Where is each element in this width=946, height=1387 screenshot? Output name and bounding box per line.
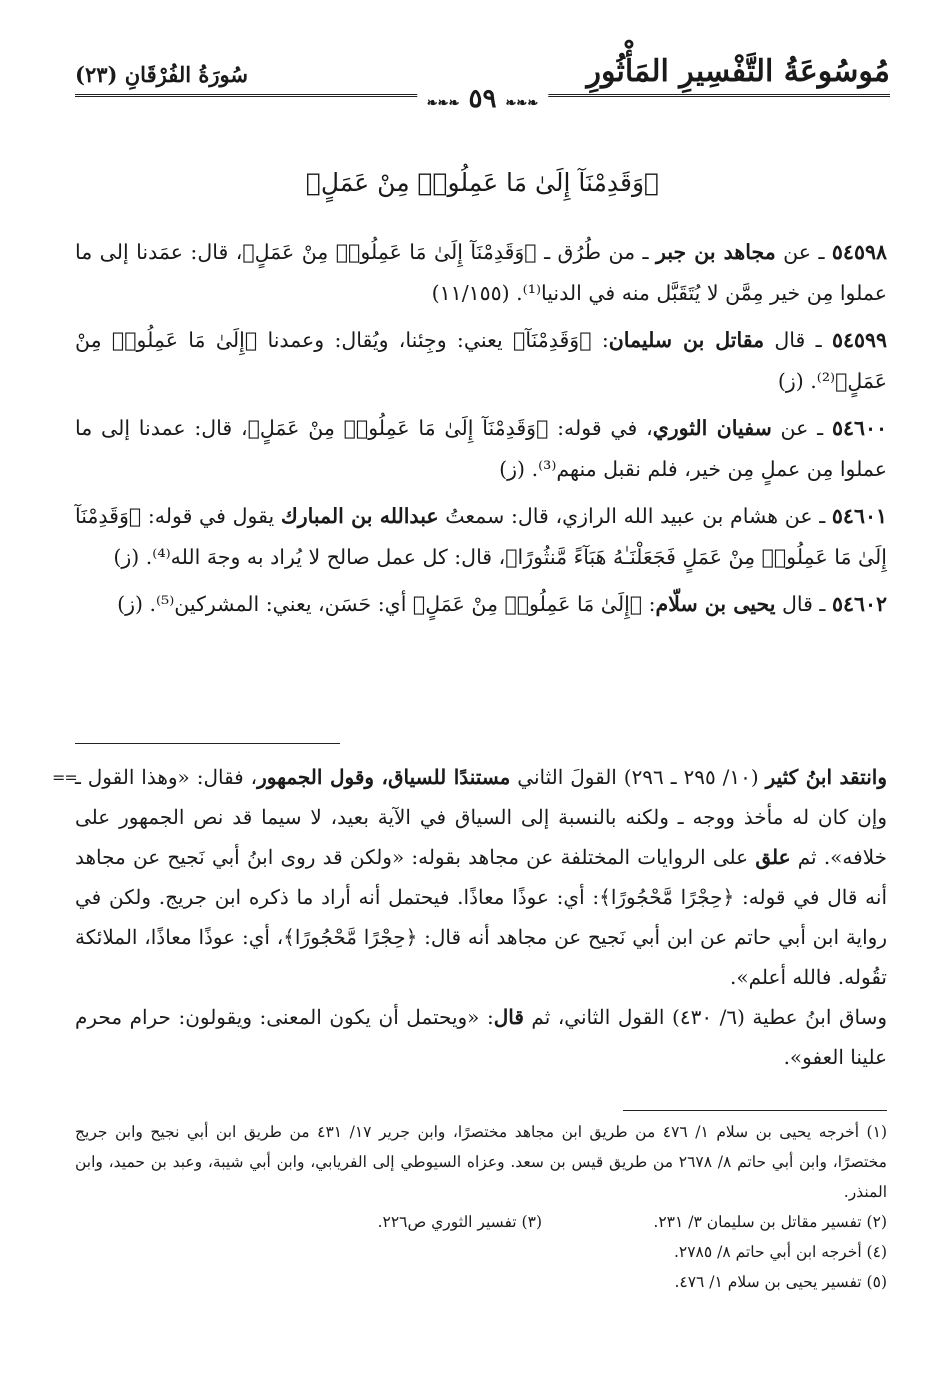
commentary-bold: علق bbox=[755, 845, 791, 869]
narration-text: ـ قال bbox=[775, 592, 832, 616]
narrator-name: عبدالله بن المبارك bbox=[280, 504, 439, 528]
footnote-row bbox=[75, 1207, 887, 1237]
narrator-name: مقاتل بن سليمان bbox=[608, 328, 765, 352]
ornament-icon: ❧❧❧ bbox=[505, 96, 539, 111]
commentary-text: ثم bbox=[790, 845, 817, 869]
narration-text: ـ عن bbox=[775, 240, 832, 264]
commentary-text: (١٠/ ٢٩٥ ـ ٢٩٦) القولَ الثاني bbox=[510, 765, 766, 789]
narration-entry bbox=[75, 408, 887, 490]
commentary-block bbox=[75, 757, 887, 1077]
commentary-paragraph bbox=[75, 997, 887, 1077]
narration-list bbox=[75, 232, 887, 631]
narration-text: يقول في قوله: ﴿وَقَدِمْنَآ إِلَىٰ مَا عَمِلُوا۟ مِنْ عَمَلٍ فَجَعَلْنَـٰهُ هَبَآءً مَّنثُورًا﴾، قال: كل عمل صالح لا يُراد به وجهَ الله⁽⁴⁾. (ز) bbox=[75, 504, 887, 569]
narration-text: ـ عن bbox=[771, 416, 832, 440]
commentary-paragraph bbox=[75, 757, 887, 997]
book-title: مُوسُوعَةُ التَّفْسِيرِ المَأْثُورِ bbox=[586, 54, 890, 89]
narration-number: ٥٤٥٩٩ bbox=[831, 328, 887, 352]
narration-text: : ﴿وَقَدِمْنَآ﴾ يعني: وجِئنا، ويُقال: وعمدنا ﴿إِلَىٰ مَا عَمِلُوا۟ مِنْ عَمَلٍ﴾⁽²⁾. (ز) bbox=[75, 328, 887, 393]
narration-entry bbox=[75, 232, 887, 314]
commentary-text: ، فقال: «وهذا القول ـ وإن كان له مأخذ ووجه ـ ولكنه بالنسبة إلى السياق في الآية بعيد، لا سيما قد نص الجمهور على خلافه». bbox=[75, 765, 887, 869]
narration-entry bbox=[75, 584, 887, 625]
commentary-text: : «ويحتمل أن يكون المعنى: ويقولون: حرام محرم علينا العفو». bbox=[75, 1005, 887, 1069]
surah-title: سُورَةُ الفُرْقَانِ (٢٣) bbox=[75, 62, 248, 87]
page-number: ٥٩ bbox=[468, 84, 497, 114]
commentary-bold: مستندًا للسياق، وقول الجمهور bbox=[257, 765, 511, 789]
narration-number: ٥٤٥٩٨ bbox=[831, 240, 887, 264]
page-header bbox=[75, 52, 890, 122]
narrator-name: يحيى بن سلّام bbox=[655, 592, 776, 616]
continuation-mark: == bbox=[52, 768, 77, 787]
narration-entry bbox=[75, 496, 887, 578]
footnote: (٤) أخرجه ابن أبي حاتم ٨/ ٢٧٨٥. bbox=[673, 1243, 887, 1261]
narration-text: ـ من طُرُق ـ ﴿وَقَدِمْنَآ إِلَىٰ مَا عَمِلُوا۟ مِنْ عَمَلٍ﴾، قال: عمَدنا إلى ما عملوا مِن خير مِمَّن لا يُتَقَبَّل منه في الدنيا⁽¹⁾. (١١/١٥٥) bbox=[75, 240, 887, 305]
narration-entry bbox=[75, 320, 887, 402]
verse-heading: ﴿وَقَدِمْنَآ إِلَىٰ مَا عَمِلُوا۟ مِنْ عَمَلٍ﴾ bbox=[305, 168, 660, 197]
narrator-name: مجاهد بن جبر bbox=[656, 240, 776, 264]
narration-text: ـ عن هشام بن عبيد الله الرازي، قال: سمعتُ bbox=[438, 504, 832, 528]
footnotes bbox=[75, 1117, 887, 1297]
footnote: (٢) تفسير مقاتل بن سليمان ٣/ ٢٣١. bbox=[653, 1213, 887, 1231]
footnote-divider bbox=[623, 1110, 887, 1111]
narration-number: ٥٤٦٠١ bbox=[831, 504, 887, 528]
commentary-bold: وانتقد ابنُ كثير bbox=[765, 765, 887, 789]
commentary-bold: قال bbox=[493, 1005, 524, 1029]
footnote: (١) أخرجه يحيى بن سلام ١/ ٤٧٦ من طريق ابن مجاهد مختصرًا، وابن جرير ١٧/ ٤٣١ من طريق ابن أبي نجيح وابن جريج مختصرًا، وابن أبي حاتم ٨/ ٢٦٧٨ من طريق قيس بن سعد. وعزاه السيوطي إلى الفريابي، وابن أبي شيبة، وعبد بن حميد، وابن المنذر. bbox=[75, 1123, 887, 1201]
footnote: (٥) تفسير يحيى بن سلام ١/ ٤٧٦. bbox=[674, 1273, 887, 1291]
narration-number: ٥٤٦٠٢ bbox=[831, 592, 887, 616]
footnote: (٣) تفسير الثوري ص٢٢٦. bbox=[377, 1213, 542, 1231]
commentary-text: على الروايات المختلفة عن مجاهد بقوله: «ولكن قد روى ابنُ أبي نَجيح عن مجاهد أنه قال في قوله: ﴿حِجْرًا مَّحْجُورًا﴾: أي: عوذًا معاذًا. فيحتمل أنه أراد ما ذكره ابن جريج. ولكن في رواية ابن أبي حاتم عن ابن أبي نَجيح عن مجاهد أنه قال: ﴿حِجْرًا مَّحْجُورًا﴾، أي: عوذًا معاذًا، الملائكة تقُوله. فالله أعلم». bbox=[75, 845, 887, 989]
narrator-name: سفيان الثوري bbox=[652, 416, 772, 440]
narration-text: ـ قال bbox=[764, 328, 832, 352]
commentary-text: وساق ابنُ عطية (٦/ ٤٣٠) القول الثاني، ثم bbox=[523, 1005, 887, 1029]
page-number-block bbox=[417, 84, 548, 114]
narration-text: : ﴿إِلَىٰ مَا عَمِلُوا۟ مِنْ عَمَلٍ﴾ أي: حَسَن، يعني: المشركين⁽⁵⁾. (ز) bbox=[117, 592, 656, 616]
ornament-icon: ❧❧❧ bbox=[426, 96, 460, 111]
section-divider bbox=[75, 743, 340, 744]
narration-number: ٥٤٦٠٠ bbox=[831, 416, 887, 440]
narration-text: ، في قوله: ﴿وَقَدِمْنَآ إِلَىٰ مَا عَمِلُوا۟ مِنْ عَمَلٍ﴾، قال: عمدنا إلى ما عملوا مِن عملٍ مِن خير، فلم نقبل منهم⁽³⁾. (ز) bbox=[75, 416, 887, 481]
